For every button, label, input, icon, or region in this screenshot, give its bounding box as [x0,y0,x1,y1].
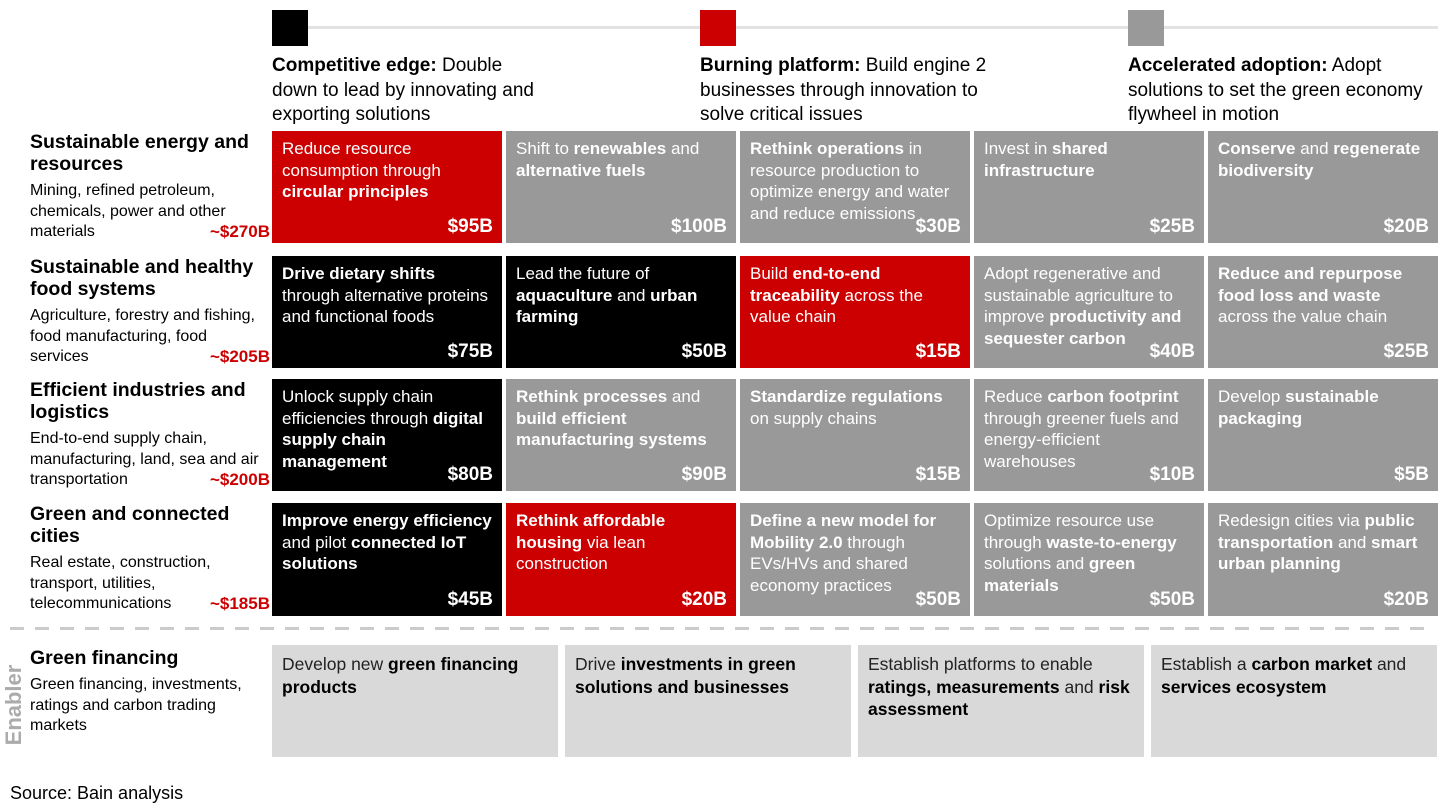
sector-description [30,429,270,491]
legend-item-burning-platform [700,54,988,128]
sector-market-size: ~$205B [209,347,270,366]
cell-value: $45B [447,589,493,610]
sector-description-text: Real estate, construction, transport, utilities, telecommunications [30,554,211,612]
cell-text: Reduce resource consumption through circular principles [282,139,441,201]
opportunity-cell-r4-c1 [272,503,502,616]
opportunity-cell-r2-c4 [974,256,1204,368]
legend-square-burning-platform [700,10,736,46]
enabler-header [30,647,272,737]
cell-value: $30B [915,216,961,237]
cell-value: $95B [447,216,493,237]
legend-item-competitive-edge [272,54,544,128]
cell-value: $10B [1149,464,1195,485]
cell-value: $20B [1383,216,1429,237]
opportunity-cell-r3-c4 [974,379,1204,491]
opportunity-cell-r4-c4 [974,503,1204,616]
cell-value: $100B [671,216,727,237]
opportunity-cell-r3-c1 [272,379,502,491]
cell-text: Develop sustainable packaging [1218,387,1379,428]
enabler-box-1 [272,645,558,757]
legend-item-text: Adopt solutions to set the green economy flywheel in motion [1128,55,1423,125]
opportunity-cell-r4-c3 [740,503,970,616]
cell-text: Reduce and repurpose food loss and waste across the value chain [1218,264,1403,326]
enabler-box-text: Develop new green financing products [282,654,519,697]
cell-value: $15B [915,341,961,362]
sector-market-size: ~$185B [209,594,270,613]
legend-axis-line [272,26,1438,29]
opportunity-cell-r1-c5 [1208,131,1438,243]
source-note: Source: Bain analysis [10,783,184,803]
enabler-box-2 [565,645,851,757]
enabler-box-4 [1151,645,1437,757]
row-header-4 [30,503,270,615]
cell-value: $20B [1383,589,1429,610]
cell-text: Reduce carbon footprint through greener fuels and energy-efficient warehouses [984,387,1179,471]
cell-value: $90B [681,464,727,485]
enabler-divider [10,627,1434,630]
sector-title: Sustainable energy and resources [30,131,249,175]
legend-item-title: Accelerated adoption: [1128,55,1328,76]
cell-text: Unlock supply chain efficiencies through digital supply chain management [282,387,483,471]
sector-market-size: ~$200B [209,470,270,489]
cell-value: $50B [1149,589,1195,610]
opportunity-cell-r2-c5 [1208,256,1438,368]
cell-text: Shift to renewables and alternative fuels [516,139,700,180]
sector-description-text: End-to-end supply chain, manufacturing, land, sea and air transportation [30,430,259,488]
cell-value: $50B [681,341,727,362]
cell-text: Rethink operations in resource production to optimize energy and water and reduce emissions [750,139,950,223]
cell-text: Rethink processes and build efficient manufacturing systems [516,387,707,449]
cell-value: $25B [1149,216,1195,237]
legend-item-accelerated-adoption [1128,54,1440,128]
legend-square-competitive-edge [272,10,308,46]
cell-text: Improve energy efficiency and pilot connected IoT solutions [282,511,492,573]
row-header-1 [30,131,270,243]
sector-title: Efficient industries and logistics [30,379,246,423]
opportunity-cell-r1-c3 [740,131,970,243]
cell-value: $5B [1394,464,1429,485]
cell-value: $15B [915,464,961,485]
cell-text: Adopt regenerative and sustainable agriculture to improve productivity and sequester carbon [984,264,1182,348]
cell-text: Lead the future of aquaculture and urban farming [516,264,698,326]
opportunity-cell-r3-c3 [740,379,970,491]
cell-text: Optimize resource use through waste-to-energy solutions and green materials [984,511,1177,595]
legend-item-title: Competitive edge: [272,55,437,76]
enabler-description: Green financing, investments, ratings and carbon trading markets [30,676,242,734]
legend-item-title: Burning platform: [700,55,861,76]
opportunity-cell-r2-c3 [740,256,970,368]
row-header-2 [30,256,270,368]
legend-item-text: Double down to lead by innovating and exporting solutions [272,55,534,125]
sector-market-size: ~$270B [209,222,270,241]
opportunity-cell-r2-c1 [272,256,502,368]
legend-item-text: Build engine 2 businesses through innovation to solve critical issues [700,55,987,125]
cell-value: $80B [447,464,493,485]
opportunity-cell-r4-c5 [1208,503,1438,616]
opportunity-cell-r3-c2 [506,379,736,491]
enabler-box-text: Drive investments in green solutions and businesses [575,654,796,697]
sector-title: Sustainable and healthy food systems [30,256,254,300]
opportunity-cell-r1-c2 [506,131,736,243]
sector-description-text: Agriculture, forestry and fishing, food manufacturing, food services [30,307,255,365]
sector-title: Green and connected cities [30,503,230,547]
row-header-3 [30,379,270,491]
enabler-box-3 [858,645,1144,757]
sector-description-text: Mining, refined petroleum, chemicals, power and other materials [30,182,226,240]
cell-text: Drive dietary shifts through alternative proteins and functional foods [282,264,489,326]
enabler-title: Green financing [30,647,179,669]
cell-text: Build end-to-end traceability across the value chain [750,264,923,326]
cell-value: $40B [1149,341,1195,362]
opportunity-cell-r1-c4 [974,131,1204,243]
cell-value: $20B [681,589,727,610]
enabler-side-label: Enabler [1,664,26,746]
opportunity-cell-r4-c2 [506,503,736,616]
cell-text: Invest in shared infrastructure [984,139,1108,180]
cell-text: Rethink affordable housing via lean construction [516,511,666,573]
sector-description [30,306,270,368]
enabler-box-text: Establish platforms to enable ratings, measurements and risk assessment [868,654,1130,719]
cell-text: Redesign cities via public transportation and smart urban planning [1218,511,1418,573]
opportunity-cell-r1-c1 [272,131,502,243]
cell-text: Conserve and regenerate biodiversity [1218,139,1421,180]
cell-value: $75B [447,341,493,362]
cell-value: $50B [915,589,961,610]
legend-square-accelerated-adoption [1128,10,1164,46]
cell-text: Standardize regulations on supply chains [750,387,943,428]
opportunity-cell-r3-c5 [1208,379,1438,491]
sector-description [30,181,270,243]
cell-value: $25B [1383,341,1429,362]
cell-text: Define a new model for Mobility 2.0 through EVs/HVs and shared economy practices [750,511,937,595]
sector-description [30,553,270,615]
opportunity-cell-r2-c2 [506,256,736,368]
enabler-box-text: Establish a carbon market and services ecosystem [1161,654,1407,697]
